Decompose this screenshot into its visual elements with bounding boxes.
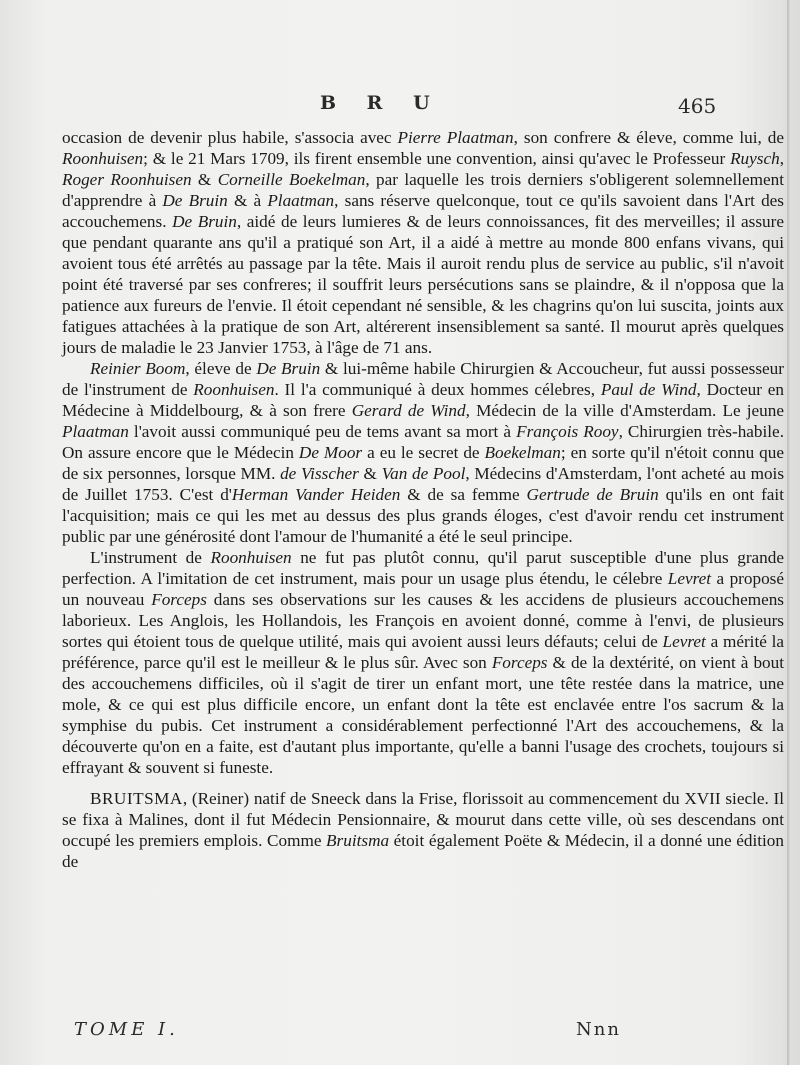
italic-name: De Bruin — [162, 191, 228, 210]
text-run: , — [779, 149, 784, 168]
text-run: , sans réserve quelconque, tout ce qu'ils savoient dans l'Art des accouchemens. — [62, 191, 784, 231]
text-run: , Chirurgien très-habile. On assure encore que le Médecin — [62, 422, 784, 462]
page-header — [0, 92, 800, 122]
text-run: & lui-même habile Chirurgien & Accoucheur, fut aussi possesseur de l'instrument de — [62, 359, 784, 399]
italic-name: Van de Pool — [381, 464, 466, 483]
italic-name: Gerard de Wind — [351, 401, 466, 420]
italic-name: Ruysch — [730, 149, 780, 168]
paragraph — [62, 547, 784, 778]
body-text — [62, 127, 784, 872]
italic-name: Boekelman — [484, 443, 561, 462]
italic-name: Forceps — [491, 653, 548, 672]
italic-name: Bruitsma — [326, 831, 390, 850]
italic-name: Forceps — [151, 590, 207, 609]
italic-name: Reinier Boom — [90, 359, 186, 378]
text-run: , Docteur en Médecine à Middelbourg, & à son frere — [62, 380, 784, 420]
italic-name: Herman Vander Heiden — [231, 485, 401, 504]
italic-name: de Visscher — [280, 464, 359, 483]
text-run: , Médecins d'Amsterdam, l'ont acheté au mois de Juillet 1753. C'est d' — [62, 464, 785, 504]
text-run: L'instrument de — [90, 548, 211, 567]
italic-name: De Bruin — [172, 212, 237, 231]
italic-name: Levret — [662, 632, 706, 651]
text-run: & à — [227, 191, 268, 210]
text-run: a eu le secret de — [362, 443, 485, 462]
italic-name: Roonhuisen — [62, 149, 144, 168]
volume-label: TOME I. — [74, 1019, 179, 1040]
text-run: , Médecin de la ville d'Amsterdam. Le jeune — [465, 401, 784, 420]
italic-name: Levret — [667, 569, 712, 588]
italic-name: Plaatman — [267, 191, 335, 210]
text-run: & de sa femme — [400, 485, 527, 504]
italic-name: François Rooy — [516, 422, 619, 441]
italic-name: Roger Roonhuisen — [62, 170, 192, 189]
text-run: l'avoit aussi communiqué peu de tems avant sa mort à — [128, 422, 517, 441]
italic-name: Paul de Wind — [600, 380, 697, 399]
italic-name: Corneille Boekelman — [217, 170, 366, 189]
text-run: . Il l'a communiqué à deux hommes célebres, — [274, 380, 601, 399]
italic-name: Roonhuisen — [210, 548, 292, 567]
text-run: occasion de devenir plus habile, s'associa avec — [62, 128, 398, 147]
text-run: & — [358, 464, 382, 483]
page-footer — [0, 1019, 800, 1043]
italic-name: De Moor — [298, 443, 363, 462]
entry-headword: BRUITSMA — [90, 789, 183, 808]
italic-name: Plaatman — [62, 422, 129, 441]
italic-name: Pierre Plaatman — [397, 128, 514, 147]
text-run: étoit également Poëte & Médecin, il a donné une édition de — [62, 831, 784, 871]
text-run: ne fut pas plutôt connu, qu'il parut susceptible d'une plus grande perfection. A l'imitation de cet instrument, mais pour un usage plus étendu, le célebre — [62, 548, 784, 588]
dictionary-entry — [62, 788, 784, 872]
text-run: , son confrere & éleve, comme lui, de — [513, 128, 784, 147]
paragraph — [62, 358, 784, 547]
text-run: & de la dextérité, on vient à bout des accouchemens difficiles, où il s'agit de tirer un enfant mort, une tête restée dans la matrice, une mole, & ce qui est plus difficile encore, un enfant dont la tête est enclavée entre l'os sacrum & la symphise du pubis. Cet instrument a considérablement perfectionné l'Art des accouchemens, & la découverte qu'on en a faite, est d'autant plus importante, qu'elle a banni l'usage des crochets, toujours si effrayant & souvent si funeste. — [62, 653, 784, 777]
text-run: qu'ils en ont fait l'acquisition; mais ce qui les met au dessus des plus grands éloges, c'est d'avoir rendu cet instrument public par une générosité dont l'amour de l'humanité a été le seul principe. — [62, 485, 784, 546]
text-run: a proposé un nouveau — [62, 569, 784, 609]
signature-mark: Nnn — [576, 1019, 621, 1040]
italic-name: Gertrude de Bruin — [526, 485, 659, 504]
italic-name: Roonhuisen — [193, 380, 275, 399]
text-run: ; & le 21 Mars 1709, ils firent ensemble une convention, ainsi qu'avec le Professeur — [143, 149, 731, 168]
page-gutter-shadow — [787, 0, 790, 1065]
paragraph — [62, 127, 784, 358]
running-head: B R U — [320, 92, 442, 114]
text-run: ; en sorte qu'il n'étoit connu que de six personnes, lorsque MM. — [62, 443, 784, 483]
text-run: , éleve de — [185, 359, 257, 378]
italic-name: De Bruin — [256, 359, 321, 378]
page-number: 465 — [678, 94, 717, 118]
text-run: dans ses observations sur les causes & les accidens de plusieurs accouchemens laborieux. Les Anglois, les Hollandois, les François en avoient donné, comme à l'envi, de plusieurs sortes qui étoient tous de quelque utilité, mais qui avoient aussi leurs défauts; celui de — [62, 590, 784, 651]
text-run: , par laquelle les trois derniers s'obligerent solemnellement d'apprendre à — [62, 170, 784, 210]
text-run: & — [191, 170, 218, 189]
text-run: , aidé de leurs lumieres & de leurs connoissances, fit des merveilles; il assure que pendant quarante ans qu'il a pratiqué son Art, il a aidé à mettre au monde 800 enfans vivans, qui avoient tous été arrêtés au passage par la tête. Mais il auroit rendu plus de service au public, s'il n'avoit point été traversé par ses confreres; il souffrit leurs persécutions sans se plaindre, & il n'opposa que la patience aux fureurs de l'envie. Il étoit cependant né sensible, & les chagrins qu'on lui suscita, joints aux fatigues attachées à la pratique de son Art, altérerent insensiblement sa santé. Il mourut après quelques jours de maladie le 23 Janvier 1753, à l'âge de 71 ans. — [62, 212, 784, 357]
text-run: a mérité la préférence, parce qu'il est le meilleur & le plus sûr. Avec son — [62, 632, 785, 672]
text-run: , (Reiner) natif de Sneeck dans la Frise, florissoit au commencement du XVII siecle. Il se fixa à Malines, dont il fut Médecin Pensionnaire, & mourut dans cette ville, où ses descendans ont occupé les premiers emplois. Comme — [62, 789, 784, 850]
